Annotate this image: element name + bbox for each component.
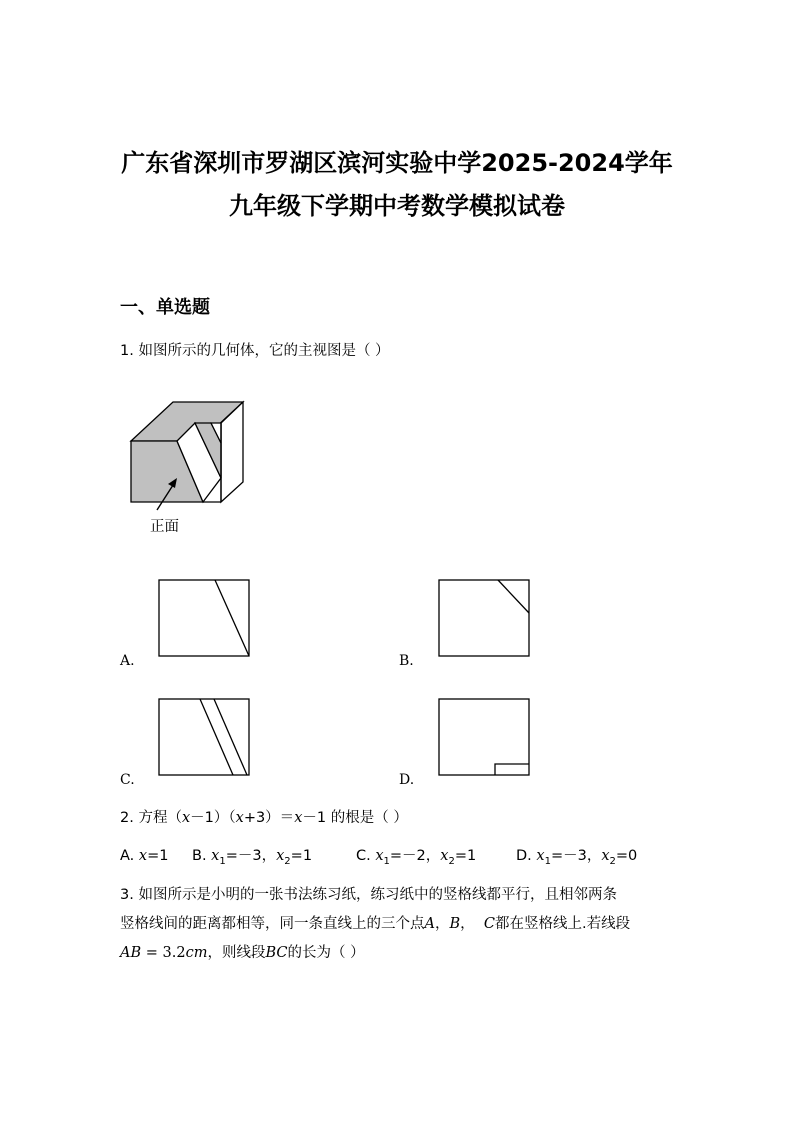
option-c-figure[interactable] — [158, 698, 252, 778]
question-2-option-b[interactable]: B. $x_1=-3$，$x_2=1$ — [192, 848, 313, 867]
option-b-label[interactable]: B. — [399, 653, 414, 669]
section-heading: 一、单选题 — [120, 297, 210, 318]
page-title-line1: 广东省深圳市罗湖区滨河实验中学2025-2024学年 — [121, 149, 673, 177]
question-3-text — [120, 881, 680, 968]
question-1-text: 1. 如图所示的几何体，它的主视图是（ ） — [120, 343, 390, 359]
option-b-figure[interactable] — [438, 579, 532, 659]
question-2-option-c[interactable]: C. $x_1=-2$，$x_2=1$ — [356, 848, 477, 867]
option-c-label[interactable]: C. — [120, 772, 135, 788]
option-a-label[interactable]: A. — [120, 653, 135, 669]
question-3-line-2: 竖格线间的距离都相等，同一条直线上的三个点A，B， C都在竖格线上.若线段 — [120, 916, 631, 932]
question-3-line-1: 3. 如图所示是小明的一张书法练习纸，练习纸中的竖格线都平行，且相邻两条 — [120, 887, 617, 903]
option-d-figure[interactable] — [438, 698, 532, 778]
figure-front-label: 正面 — [150, 519, 179, 535]
question-3-line-3: AB = 3.2cm，则线段BC的长为（ ） — [120, 945, 365, 961]
page-title-line2: 九年级下学期中考数学模拟试卷 — [229, 192, 565, 220]
question-2-option-d[interactable]: D. $x_1=-3$，$x_2=0$ — [516, 848, 638, 867]
option-a-figure[interactable] — [158, 579, 252, 659]
question-2-option-a[interactable]: A. x=1 — [120, 848, 169, 864]
question-2-text: 2. 方程（x－1）（x+3）＝x－1 的根是（ ） — [120, 810, 408, 826]
question-1-solid-figure — [125, 398, 250, 538]
option-d-label[interactable]: D. — [399, 772, 415, 788]
